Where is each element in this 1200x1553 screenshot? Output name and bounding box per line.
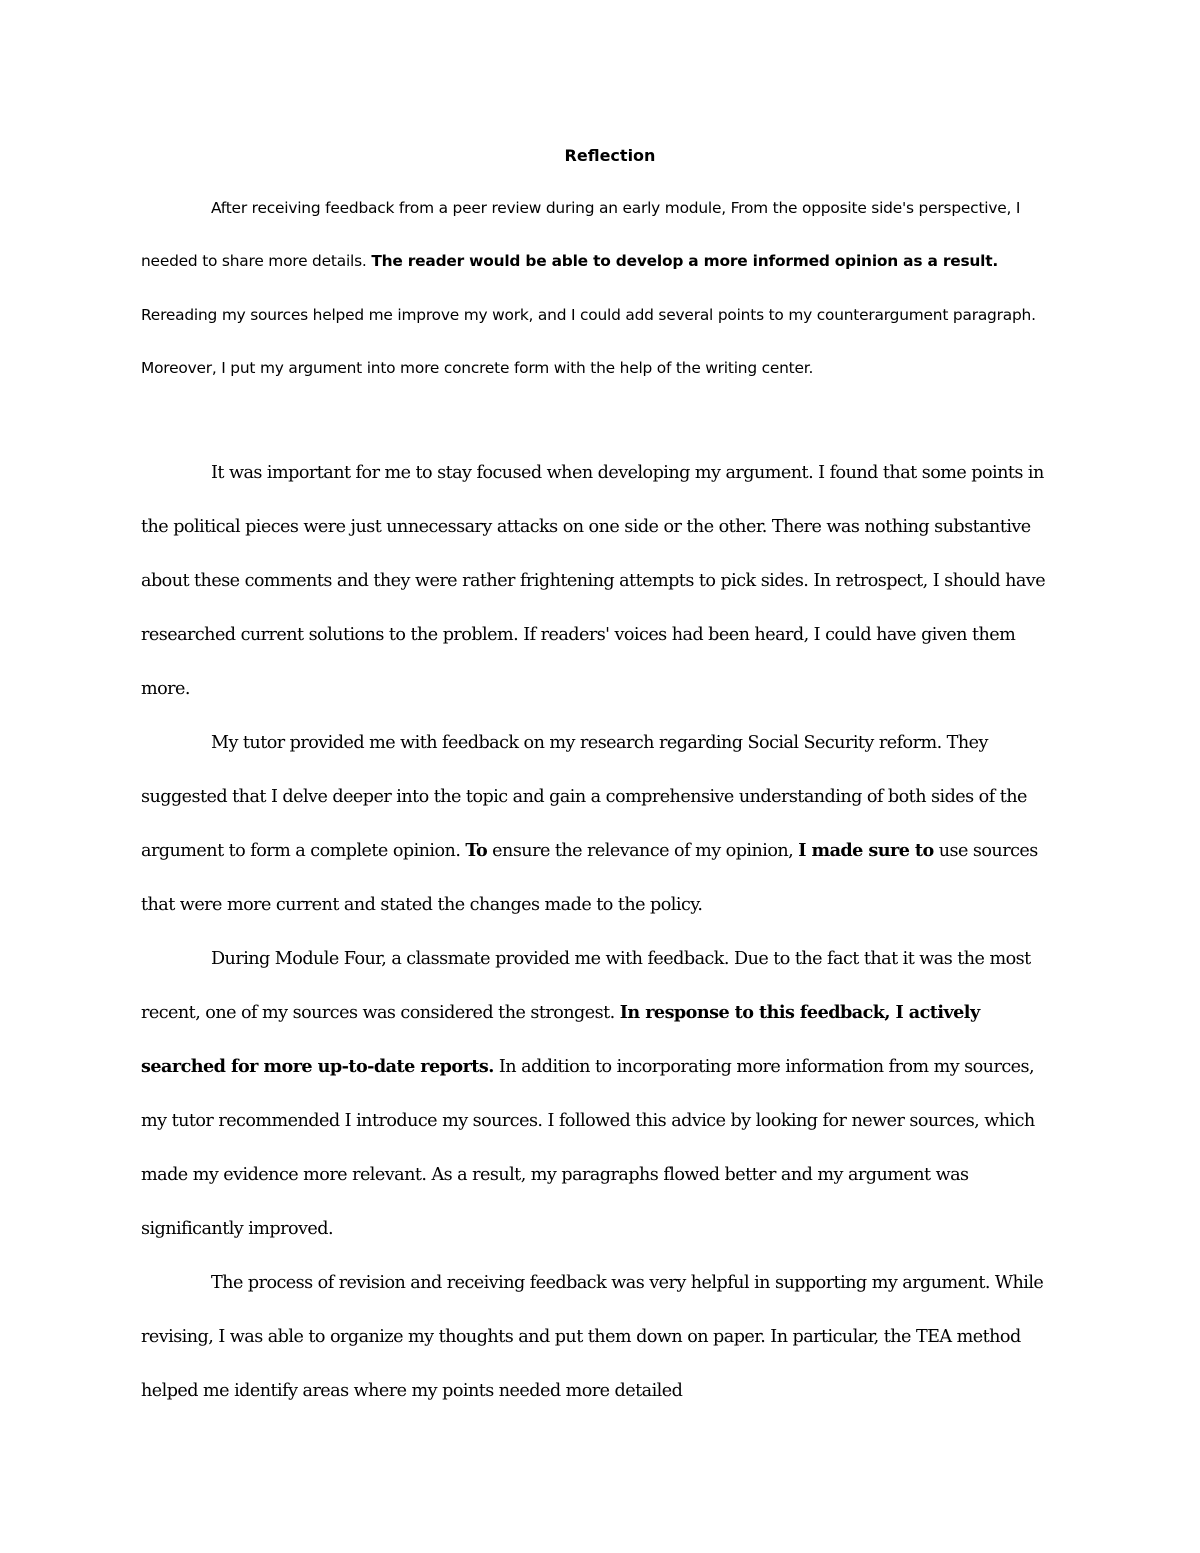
paragraph-module-four bbox=[141, 932, 1061, 1257]
paragraph-text: It was important for me to stay focused when developing my argument. I found that some points in the political pieces were just unnecessary attacks on one side or the other. There was nothing substantive about these comments and they were rather frightening attempts to pick sides. In retrospect, I should have researched current solutions to the problem. If readers' voices had been heard, I could have given them more. bbox=[141, 463, 1046, 700]
paragraph-peer-review bbox=[141, 182, 1061, 395]
bold-sentence: The reader would be able to develop a more informed opinion as a result. bbox=[371, 252, 999, 271]
paragraph-text: In addition to incorporating more information from my sources, my tutor recommended I introduce my sources. I followed this advice by looking for newer sources, which made my evidence more relevant. As a result, my paragraphs flowed better and my argument was significantly improved. bbox=[141, 1057, 1035, 1240]
paragraph-text: My tutor provided me with feedback on my research regarding Social Security reform. They suggested that I delve deeper into the topic and gain a comprehensive understanding of both sides of the argument to form a complete opinion. bbox=[141, 733, 1027, 862]
document-title: Reflection bbox=[564, 146, 656, 165]
paragraph-text: The process of revision and receiving feedback was very helpful in supporting my argument. While revising, I was able to organize my thoughts and put them down on paper. In particular, the TEA method helped me identify areas where my points needed more detailed bbox=[141, 1273, 1044, 1402]
paragraph-text: Rereading my sources helped me improve my work, and I could add several points to my counterargument paragraph. Moreover, I put my argument into more concrete form with the help of the writing center. bbox=[141, 305, 1036, 377]
bold-sentence: In response to this feedback, I actively searched for more up-to-date reports. bbox=[141, 1002, 980, 1078]
paragraph-tutor-feedback bbox=[141, 716, 1061, 932]
bold-phrase: I made sure to bbox=[798, 840, 934, 862]
paragraph-text: use sources that were more current and stated the changes made to the policy. bbox=[141, 841, 1038, 916]
paragraph-revision-process bbox=[141, 1256, 1061, 1418]
bold-phrase: To bbox=[465, 840, 488, 862]
paragraph-text: After receiving feedback from a peer review during an early module, From the opposite side's perspective, I needed to share more details. bbox=[141, 199, 1021, 271]
paragraph-text: ensure the relevance of my opinion, bbox=[487, 841, 799, 862]
paragraph-focus bbox=[141, 446, 1061, 716]
paragraph-text: During Module Four, a classmate provided me with feedback. Due to the fact that it was the most recent, one of my sources was considered the strongest. bbox=[141, 949, 1031, 1024]
